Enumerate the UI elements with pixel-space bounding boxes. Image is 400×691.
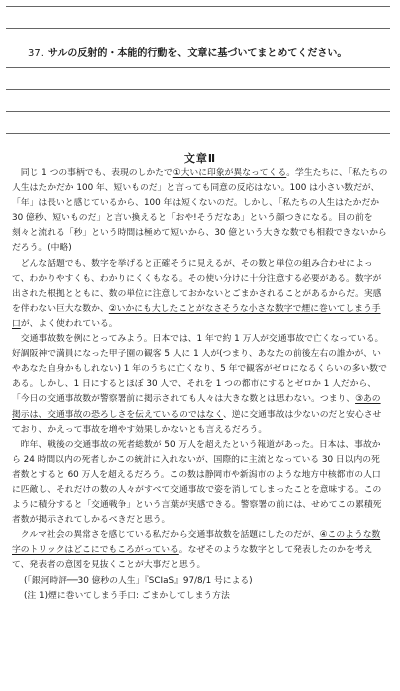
question-text: サルの反射的・本能的行動を、文章に基づいてまとめてください。 bbox=[47, 48, 348, 59]
paragraph-1-text-b: 。学生たちに、「私たちの人生はたかだか 100 年、短いものだ」と言っても同意の反応はない。100 は小さい数だが、「年」は長いと感じているから、100 年は短くないのだ。しかし、「私たちの人生はたかだか 30 億秒、短いものだ」と言い換えると「おや!そうだなあ」という顔つきになる。目の前を刻々と流れる「秒」という時間は極めて短いから、30 億という大きな数でも相殺できないからだろう。(中略) bbox=[12, 168, 388, 254]
answer-line-top-1 bbox=[6, 6, 390, 7]
passage bbox=[12, 166, 388, 604]
paragraph-2 bbox=[12, 257, 388, 332]
question-37 bbox=[28, 44, 347, 59]
paragraph-5-text-b: 。なぜそのような数字として発表したのかを考えて、発表者の意図を見抜くことが大事だと思う。 bbox=[12, 545, 373, 571]
paragraph-3-text-b: 、逆に交通事故は少ないのだと安心させており、かえって事故を増やす効果しかないとも言えるだろう。 bbox=[12, 409, 382, 435]
paragraph-2-text-a: どんな話題でも、数字を挙げると正確そうに見えるが、その数と単位の組み合わせによって、わかりやすくも、わかりにくくもなる。その使い分けに十分注意する必要がある。数字が出された根拠とともに、数の単位に注意しておかないとごまかされることがあるからだ。実感を伴わない巨大な数か、 bbox=[12, 258, 382, 314]
section-title: 文章Ⅱ bbox=[183, 152, 217, 165]
underline-3: ③あの掲示は、交通事故の恐ろしさを伝えているのではなく bbox=[12, 394, 381, 420]
answer-line-4 bbox=[6, 133, 390, 134]
paragraph-5 bbox=[12, 528, 388, 573]
underline-2: ②いかにも大したことがなさそうな小さな数字で煙に巻いてしまう手口 bbox=[12, 303, 381, 329]
paragraph-2-text-b: が、よく使われている。 bbox=[20, 318, 118, 329]
paragraph-1-text-a: 同じ 1 つの事柄でも、表現のしかたで bbox=[20, 168, 173, 178]
answer-line-2 bbox=[6, 89, 390, 90]
question-number: 37. bbox=[28, 48, 44, 59]
underline-1: ①大いに印象が異なってくる bbox=[172, 168, 287, 178]
answer-line-1 bbox=[6, 67, 390, 68]
paragraph-5-text-a: クルマ社会の異常さを感じている私だから交通事故数を話題にしたのだが、 bbox=[20, 530, 320, 541]
citation: (「銀河時評──30 億秒の人生」『SCIaS』97/8/1 号による) bbox=[24, 575, 253, 586]
answer-line-3 bbox=[6, 111, 390, 112]
paragraph-1 bbox=[12, 166, 388, 257]
footnote: (注 1)煙に巻いてしまう手口: ごまかしてしまう方法 bbox=[24, 590, 230, 601]
paragraph-3 bbox=[12, 332, 388, 438]
answer-line-top-2 bbox=[6, 28, 390, 29]
paragraph-3-text-a: 交通事故数を例にとってみよう。日本では、1 年で約 1 万人が交通事故で亡くなっている。好調阪神で満員になった甲子園の観客 5 人に 1 人が(つまり、あなたの前後左右の誰かが、いやあなた自身かもしれない) 1 年のうちに亡くなり、5 年で観客がゼロになるくらいの多い数である。しかし、1 日にするとほぼ 30 人で、それを 1 つの都市にするとゼロか 1 人だから、「今日の交通事故数が警察署前に掲示されても人々は大きな数とは思わない。つまり、 bbox=[12, 334, 387, 405]
underline-4: ④このような数字のトリックはどこにでもころがっている bbox=[12, 530, 381, 556]
paragraph-4: 昨年、戦後の交通事故の死者総数が 50 万人を超えたという報道があった。日本は、事故から 24 時間以内の死者しかこの統計に入れないが、国際的に主流となっている 30 日以内の死者数とすると 60 万人を超えるだろう。この数は静岡市や新潟市のような地方中核都市の人口に匹敵し、それだけの数の人々がすべて交通事故で姿を消してしまったことを意味する。このように積分すると「交通戦争」という言葉が実感できる。警察署の前には、せめてこの累積死者数が掲示されてしかるべきだと思う。 bbox=[12, 439, 382, 526]
